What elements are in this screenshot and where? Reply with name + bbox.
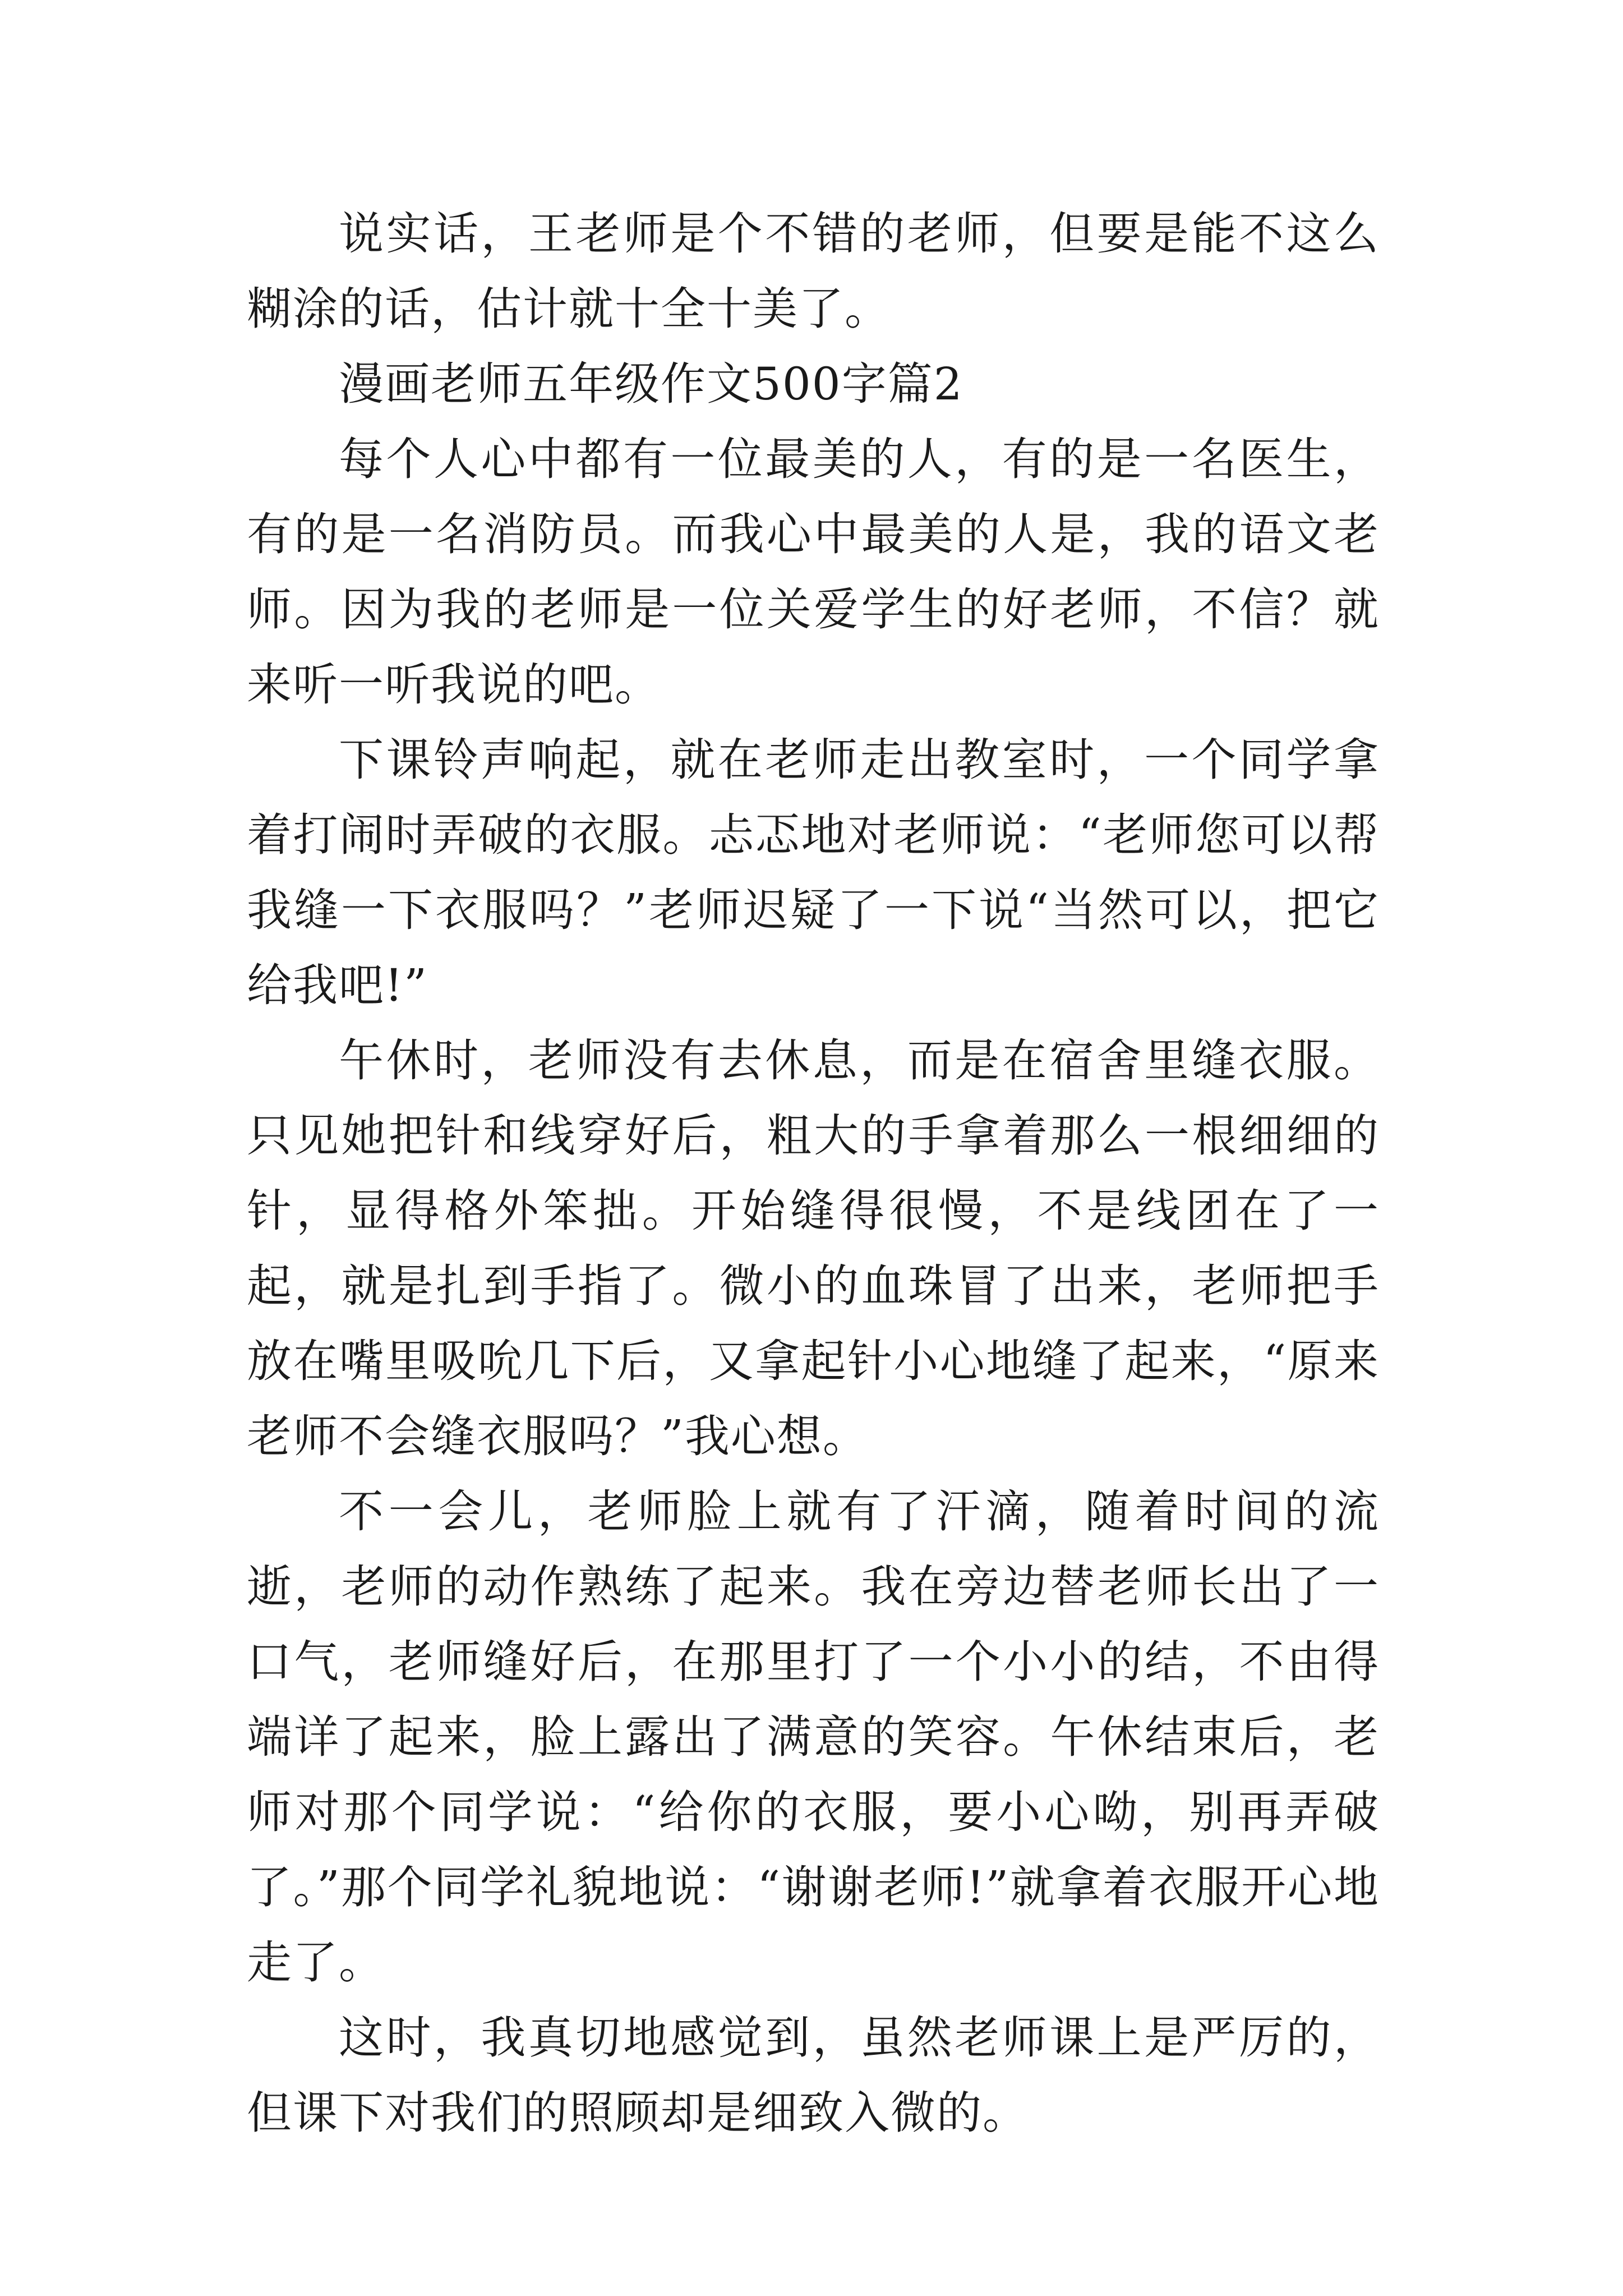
paragraph-conclusion: 这时，我真切地感觉到，虽然老师课上是严厉的，但课下对我们的照顾却是细致入微的。 bbox=[247, 2012, 1380, 2139]
paragraph-finished: 不一会儿，老师脸上就有了汗滴，随着时间的流逝，老师的动作熟练了起来。我在旁边替老师长出了一口气，老师缝好后，在那里打了一个小小的结，不由得端详了起来，脸上露出了满意的笑容。午休结束后，老师对那个同学说：“给你的衣服，要小心呦，别再弄破了。”那个同学礼貌地说：“谢谢老师!”就拿着衣服开心地走了。 bbox=[247, 1485, 1380, 1989]
paragraph-intro: 每个人心中都有一位最美的人，有的是一名医生，有的是一名消防员。而我心中最美的人是，我的语文老师。因为我的老师是一位关爱学生的好老师，不信？就来听一听我说的吧。 bbox=[247, 433, 1380, 711]
essay-title: 漫画老师五年级作文500字篇2 bbox=[339, 358, 963, 410]
paragraph-closing-remark: 说实话，王老师是个不错的老师，但要是能不这么糊涂的话，估计就十全十美了。 bbox=[247, 208, 1380, 335]
essay-body bbox=[247, 196, 1380, 2151]
paragraph-sewing: 午休时，老师没有去休息，而是在宿舍里缝衣服。只见她把针和线穿好后，粗大的手拿着那么一根细细的针，显得格外笨拙。开始缝得很慢，不是线团在了一起，就是扎到手指了。微小的血珠冒了出来，老师把手放在嘴里吸吮几下后，又拿起针小心地缝了起来，“原来老师不会缝衣服吗？”我心想。 bbox=[247, 1034, 1380, 1462]
paragraph-request: 下课铃声响起，就在老师走出教室时，一个同学拿着打闹时弄破的衣服。忐忑地对老师说：“老师您可以帮我缝一下衣服吗？”老师迟疑了一下说“当然可以，把它给我吧!” bbox=[247, 734, 1380, 1011]
